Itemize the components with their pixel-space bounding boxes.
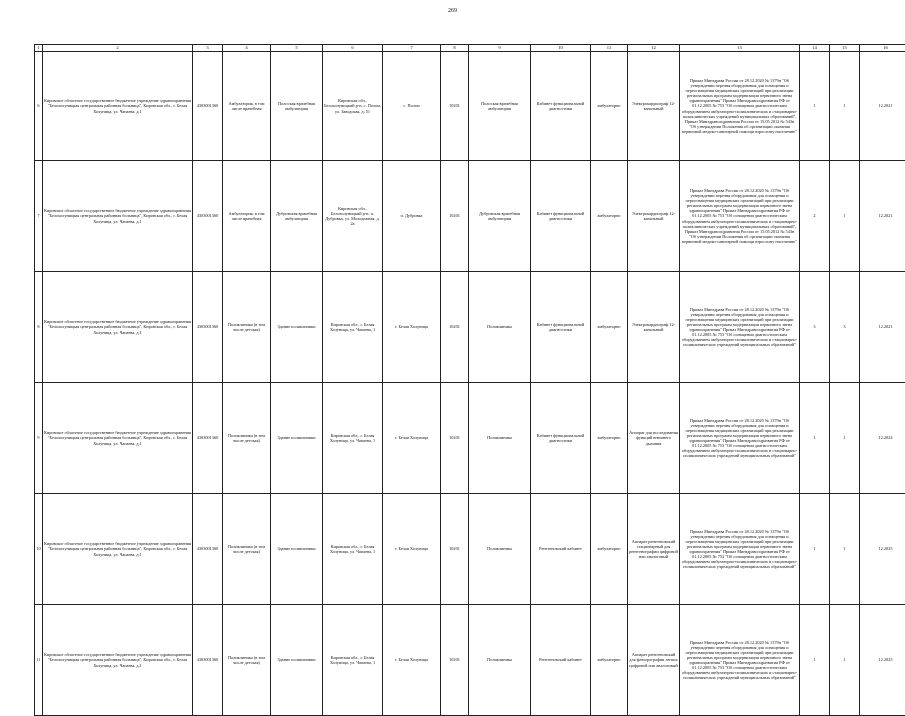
room-cell: Кабинет функциональной диагностики (531, 272, 591, 383)
page-number: 269 (0, 8, 905, 14)
locality-cell: п. Дубровка (383, 161, 441, 272)
quantity-cell: 3 (830, 272, 860, 383)
quantity-cell: 1 (800, 383, 830, 494)
facility-type-cell: Поликлиника (в том числе детская) (223, 383, 271, 494)
organization-cell: Кировское областное государственное бюджетное учреждение здравоохранения "Белохолуницкая центральная районная больница", Кировская обл., г. Белая Холуница, ул. Чапаева, д.1 (43, 383, 193, 494)
code-cell: 4303001360 (193, 605, 223, 716)
equipment-cell: Электрокардиограф 12-канальный (628, 272, 680, 383)
unit-cell: Полоская врачебная амбулатория (469, 52, 531, 161)
organization-cell: Кировское областное государственное бюджетное учреждение здравоохранения "Белохолуницкая центральная районная больница", Кировская обл., г. Белая Холуница, ул. Чапаева, д.1 (43, 161, 193, 272)
quantity-cell: 1 (830, 52, 860, 161)
column-number: 2 (43, 45, 193, 52)
unit-cell: Поликлиника (469, 272, 531, 383)
subdivision-cell: Здание поликлиники (271, 494, 323, 605)
basis-cell: Приказ Минздрава России от 28.12.2020 № 1379н "Об утверждении перечня оборудования для оснащения и переоснащения медицинских организаций при реализации региональных программ модернизации первичного звена здравоохранения" Приказ Минздравсоцразвития РФ от 01.12.2005 № 753 "Об оснащении диагностическим оборудованием амбулаторно-поликлинических и стационарно-поликлинических учреждений муниципальных образований", Приказ Минздравсоцразвития России от 15.05.2012 № 543н "Об утверждении Положения об организации оказания первичной медико-санитарной помощи взрослому населению" (680, 161, 800, 272)
date-cell: 12.2021 (860, 52, 905, 161)
date-cell: 12.2021 (860, 272, 905, 383)
table-row (35, 383, 905, 494)
row-number: 6 (35, 52, 43, 161)
basis-cell: Приказ Минздрава России от 28.12.2020 № 1379н "Об утверждении перечня оборудования для оснащения и переоснащения медицинских организаций при реализации региональных программ модернизации первичного звена здравоохранения" Приказ Минздравсоцразвития РФ от 01.12.2005 № 753 "Об оснащении диагностическим оборудованием амбулаторно-поликлинических и стационарно-поликлинических учреждений муниципальных образований", Приказ Минздравсоцразвития России от 15.05.2012 № 543н "Об утверждении Положения об организации оказания первичной медико-санитарной помощи взрослому населению" (680, 52, 800, 161)
address-cell: Кировская обл., Белохолуницкий р-н, с. Полом, ул. Заводская, д. 51 (323, 52, 383, 161)
column-number: 12 (628, 45, 680, 52)
column-number: 8 (441, 45, 469, 52)
column-number: 9 (469, 45, 531, 52)
quantity-cell: 1 (800, 52, 830, 161)
row-number: 7 (35, 161, 43, 272)
table-row (35, 161, 905, 272)
room-cell: Кабинет функциональной диагностики (531, 161, 591, 272)
quantity-cell: 1 (830, 383, 860, 494)
column-number: 15 (830, 45, 860, 52)
table-row (35, 52, 905, 161)
locality-cell: с. Полом (383, 52, 441, 161)
facility-type-cell: Поликлиника (в том числе детская) (223, 494, 271, 605)
locality-cell: г. Белая Холуница (383, 494, 441, 605)
okato-cell: 10201 (441, 52, 469, 161)
room-cell: Кабинет функциональной диагностики (531, 52, 591, 161)
column-number: 16 (860, 45, 905, 52)
okato-cell: 10201 (441, 383, 469, 494)
column-number: 4 (223, 45, 271, 52)
column-number: 1 (35, 45, 43, 52)
locality-cell: г. Белая Холуница (383, 383, 441, 494)
organization-cell: Кировское областное государственное бюджетное учреждение здравоохранения "Белохолуницкая центральная районная больница", Кировская обл., г. Белая Холуница, ул. Чапаева, д.1 (43, 272, 193, 383)
date-cell: 12.2025 (860, 494, 905, 605)
subdivision-cell: Здание поликлиники (271, 605, 323, 716)
okato-cell: 10201 (441, 272, 469, 383)
okato-cell: 10201 (441, 494, 469, 605)
table-row (35, 494, 905, 605)
date-cell: 12.2024 (860, 383, 905, 494)
care-form-cell: амбулаторно (591, 161, 628, 272)
care-form-cell: амбулаторно (591, 52, 628, 161)
column-number: 13 (680, 45, 800, 52)
facility-type-cell: Поликлиника (в том числе детская) (223, 605, 271, 716)
okato-cell: 10201 (441, 161, 469, 272)
quantity-cell: 1 (830, 161, 860, 272)
column-number: 14 (800, 45, 830, 52)
locality-cell: г. Белая Холуница (383, 605, 441, 716)
address-cell: Кировская обл., г. Белая Холуница, ул. Чапаева, 1 (323, 605, 383, 716)
room-cell: Рентгеновский кабинет (531, 605, 591, 716)
unit-cell: Поликлиника (469, 383, 531, 494)
quantity-cell: 3 (800, 272, 830, 383)
equipment-cell: Аппарат рентгеновский стационарный для рентгенографии цифровой или аналоговый (628, 494, 680, 605)
care-form-cell: амбулаторно (591, 494, 628, 605)
equipment-cell: Электрокардиограф 12-канальный (628, 161, 680, 272)
okato-cell: 10201 (441, 605, 469, 716)
care-form-cell: амбулаторно (591, 383, 628, 494)
facility-type-cell: Амбулатория, в том числе врачебная (223, 161, 271, 272)
equipment-cell: Аппарат для исследования функций внешнего дыхания (628, 383, 680, 494)
facility-type-cell: Поликлиника (в том числе детская) (223, 272, 271, 383)
organization-cell: Кировское областное государственное бюджетное учреждение здравоохранения "Белохолуницкая центральная районная больница", Кировская обл., г. Белая Холуница, ул. Чапаева, д.1 (43, 52, 193, 161)
quantity-cell: 1 (800, 494, 830, 605)
unit-cell: Дубровская врачебная амбулатория (469, 161, 531, 272)
quantity-cell: 1 (830, 494, 860, 605)
column-number: 11 (591, 45, 628, 52)
equipment-cell: Аппарат рентгеновский для флюорографии легких цифровой или аналоговый (628, 605, 680, 716)
column-number: 10 (531, 45, 591, 52)
unit-cell: Поликлиника (469, 605, 531, 716)
equipment-table (34, 44, 905, 716)
address-cell: Кировская обл., Белохолуницкий р-н, п. Дубровка, ул. Молодежная, д. 2а (323, 161, 383, 272)
row-number: 10 (35, 494, 43, 605)
code-cell: 4303001360 (193, 161, 223, 272)
subdivision-cell: Здание поликлиники (271, 272, 323, 383)
locality-cell: г. Белая Холуница (383, 272, 441, 383)
basis-cell: Приказ Минздрава России от 28.12.2020 № 1379н "Об утверждении перечня оборудования для оснащения и переоснащения медицинских организаций при реализации региональных программ модернизации первичного звена здравоохранения" Приказ Минздравсоцразвития РФ от 01.12.2005 № 753 "Об оснащении диагностическим оборудованием амбулаторно-поликлинических и стационарно-поликлинических учреждений муниципальных образований" (680, 494, 800, 605)
room-cell: Рентгеновский кабинет (531, 494, 591, 605)
care-form-cell: амбулаторно (591, 272, 628, 383)
basis-cell: Приказ Минздрава России от 28.12.2020 № 1379н "Об утверждении перечня оборудования для оснащения и переоснащения медицинских организаций при реализации региональных программ модернизации первичного звена здравоохранения" Приказ Минздравсоцразвития РФ от 01.12.2005 № 753 "Об оснащении диагностическим оборудованием амбулаторно-поликлинических и стационарно-поликлинических учреждений муниципальных образований" (680, 383, 800, 494)
subdivision-cell: Здание поликлиники (271, 383, 323, 494)
date-cell: 12.2021 (860, 161, 905, 272)
column-number: 6 (323, 45, 383, 52)
basis-cell: Приказ Минздрава России от 28.12.2020 № 1379н "Об утверждении перечня оборудования для оснащения и переоснащения медицинских организаций при реализации региональных программ модернизации первичного звена здравоохранения" Приказ Минздравсоцразвития РФ от 01.12.2005 № 753 "Об оснащении диагностическим оборудованием амбулаторно-поликлинических и стационарно-поликлинических учреждений муниципальных образований" (680, 272, 800, 383)
column-number: 7 (383, 45, 441, 52)
care-form-cell: амбулаторно (591, 605, 628, 716)
column-number-row (35, 45, 905, 52)
subdivision-cell: Полоская врачебная амбулатория (271, 52, 323, 161)
code-cell: 4303001360 (193, 272, 223, 383)
table-row (35, 272, 905, 383)
column-number: 5 (271, 45, 323, 52)
organization-cell: Кировское областное государственное бюджетное учреждение здравоохранения "Белохолуницкая центральная районная больница", Кировская обл., г. Белая Холуница, ул. Чапаева, д.1 (43, 494, 193, 605)
quantity-cell: 1 (800, 605, 830, 716)
unit-cell: Поликлиника (469, 494, 531, 605)
date-cell: 12.2025 (860, 605, 905, 716)
room-cell: Кабинет функциональной диагностики (531, 383, 591, 494)
row-number: 9 (35, 383, 43, 494)
quantity-cell: 2 (800, 161, 830, 272)
table-row (35, 605, 905, 716)
subdivision-cell: Дубровская врачебная амбулатория (271, 161, 323, 272)
code-cell: 4303001360 (193, 52, 223, 161)
address-cell: Кировская обл., г. Белая Холуница, ул. Чапаева, 1 (323, 494, 383, 605)
equipment-cell: Электрокардиограф 12-канальный (628, 52, 680, 161)
address-cell: Кировская обл., г. Белая Холуница, ул. Чапаева, 1 (323, 272, 383, 383)
row-number: 8 (35, 272, 43, 383)
address-cell: Кировская обл., г. Белая Холуница, ул. Чапаева, 1 (323, 383, 383, 494)
quantity-cell: 1 (830, 605, 860, 716)
organization-cell: Кировское областное государственное бюджетное учреждение здравоохранения "Белохолуницкая центральная районная больница", Кировская обл., г. Белая Холуница, ул. Чапаева, д.1 (43, 605, 193, 716)
facility-type-cell: Амбулатория, в том числе врачебная (223, 52, 271, 161)
column-number: 3 (193, 45, 223, 52)
code-cell: 4303001360 (193, 494, 223, 605)
row-number: 11 (35, 605, 43, 716)
basis-cell: Приказ Минздрава России от 28.12.2020 № 1379н "Об утверждении перечня оборудования для оснащения и переоснащения медицинских организаций при реализации региональных программ модернизации первичного звена здравоохранения" Приказ Минздравсоцразвития РФ от 01.12.2005 № 753 "Об оснащении диагностическим оборудованием амбулаторно-поликлинических и стационарно-поликлинических учреждений муниципальных образований" (680, 605, 800, 716)
code-cell: 4303001360 (193, 383, 223, 494)
